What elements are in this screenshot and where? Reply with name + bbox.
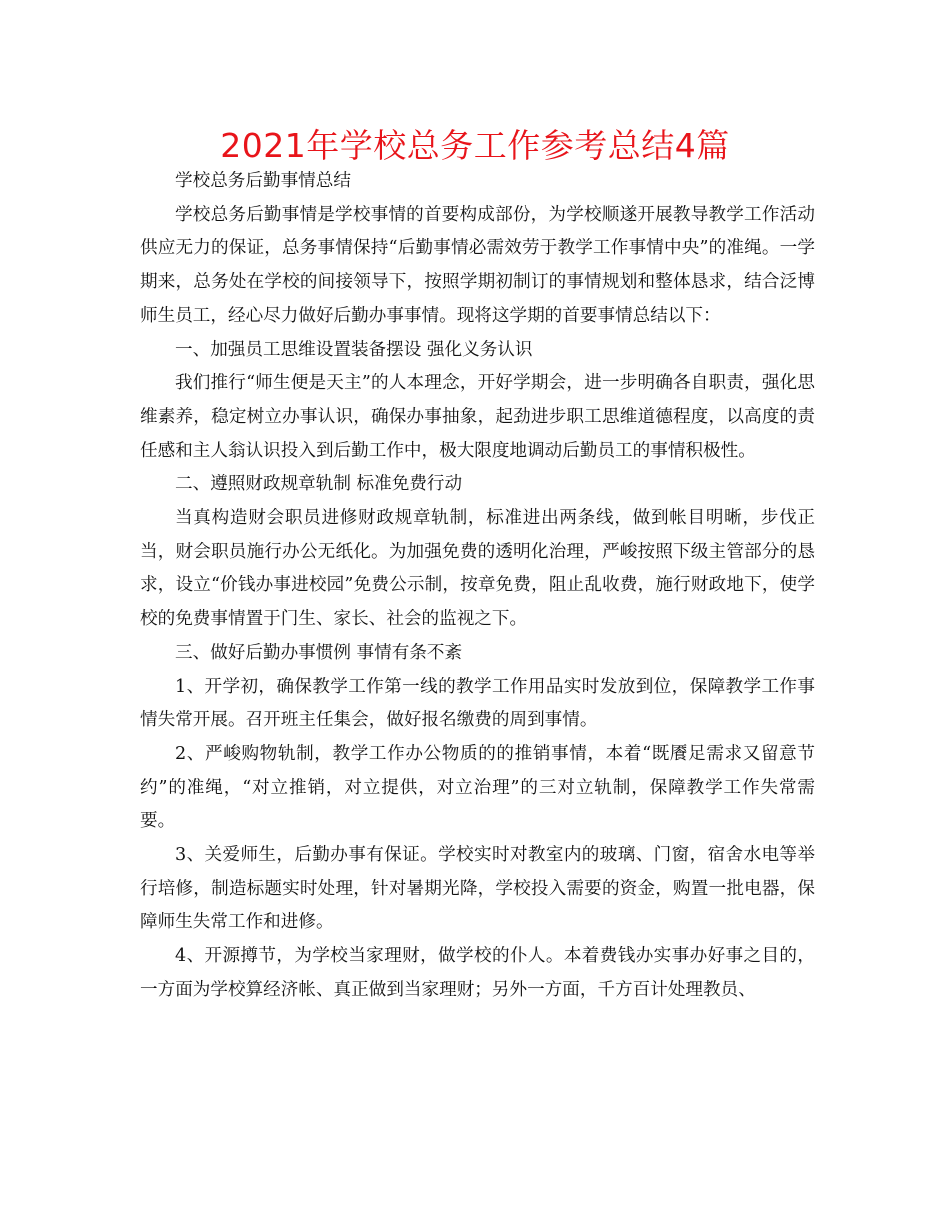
section-heading: 一、加强员工思维设置装备摆设 强化义务认识	[175, 339, 533, 360]
paragraph: 学校总务后勤事情总结	[175, 171, 351, 191]
document-title: 2021年学校总务工作参考总结4篇	[220, 126, 730, 165]
section-heading: 三、做好后勤办事惯例 事情有条不紊	[175, 642, 463, 663]
paragraph: 我们推行“师生便是天主”的人本理念，开好学期会，进一步明确各自职责，强化思维素养，稳定树立办事认识，确保办事抽象，起劲进步职工思维道德程度，以高度的责任感和主人翁认识投入到后勤工作中，极大限度地调动后勤员工的事情积极性。	[140, 373, 815, 461]
section-heading: 二、遵照财政规章轨制 标准免费行动	[175, 474, 463, 495]
list-item: 3、关爱师生，后勤办事有保证。学校实时对教室内的玻璃、门窗，宿舍水电等举行培修，制造标题实时处理，针对暑期光降，学校投入需要的资金，购置一批电器，保障师生失常工作和进修。	[140, 845, 815, 933]
list-item: 2、严峻购物轨制，教学工作办公物质的的推销事情，本着“既餍足需求又留意节约”的准绳，“对立推销，对立提供，对立治理”的三对立轨制，保障教学工作失常需要。	[140, 743, 815, 832]
paragraph: 学校总务后勤事情是学校事情的首要构成部份，为学校顺遂开展教导教学工作活动供应无力的保证，总务事情保持“后勤事情必需效劳于教学工作事情中央”的准绳。一学期来，总务处在学校的间接领导下，按照学期初制订的事情规划和整体恳求，结合泛博师生员工，经心尽力做好后勤办事事情。现将这学期的首要事情总结以下：	[140, 204, 815, 326]
list-item: 4、开源撙节，为学校当家理财，做学校的仆人。本着费钱办实事办好事之目的，一方面为学校算经济帐、真正做到当家理财；另外一方面，千方百计处理教员、	[140, 946, 815, 1000]
paragraph: 当真构造财会职员进修财政规章轨制，标准进出两条线，做到帐目明晰，步伐正当，财会职员施行办公无纸化。为加强免费的透明化治理，严峻按照下级主管部分的恳求，设立“价钱办事进校园”免费公示制，按章免费，阻止乱收费，施行财政地下，使学校的免费事情置于门生、家长、社会的监视之下。	[140, 508, 815, 630]
list-item: 1、开学初，确保教学工作第一线的教学工作用品实时发放到位，保障教学工作事情失常开展。召开班主任集会，做好报名缴费的周到事情。	[140, 676, 815, 731]
document-body	[140, 165, 815, 1008]
